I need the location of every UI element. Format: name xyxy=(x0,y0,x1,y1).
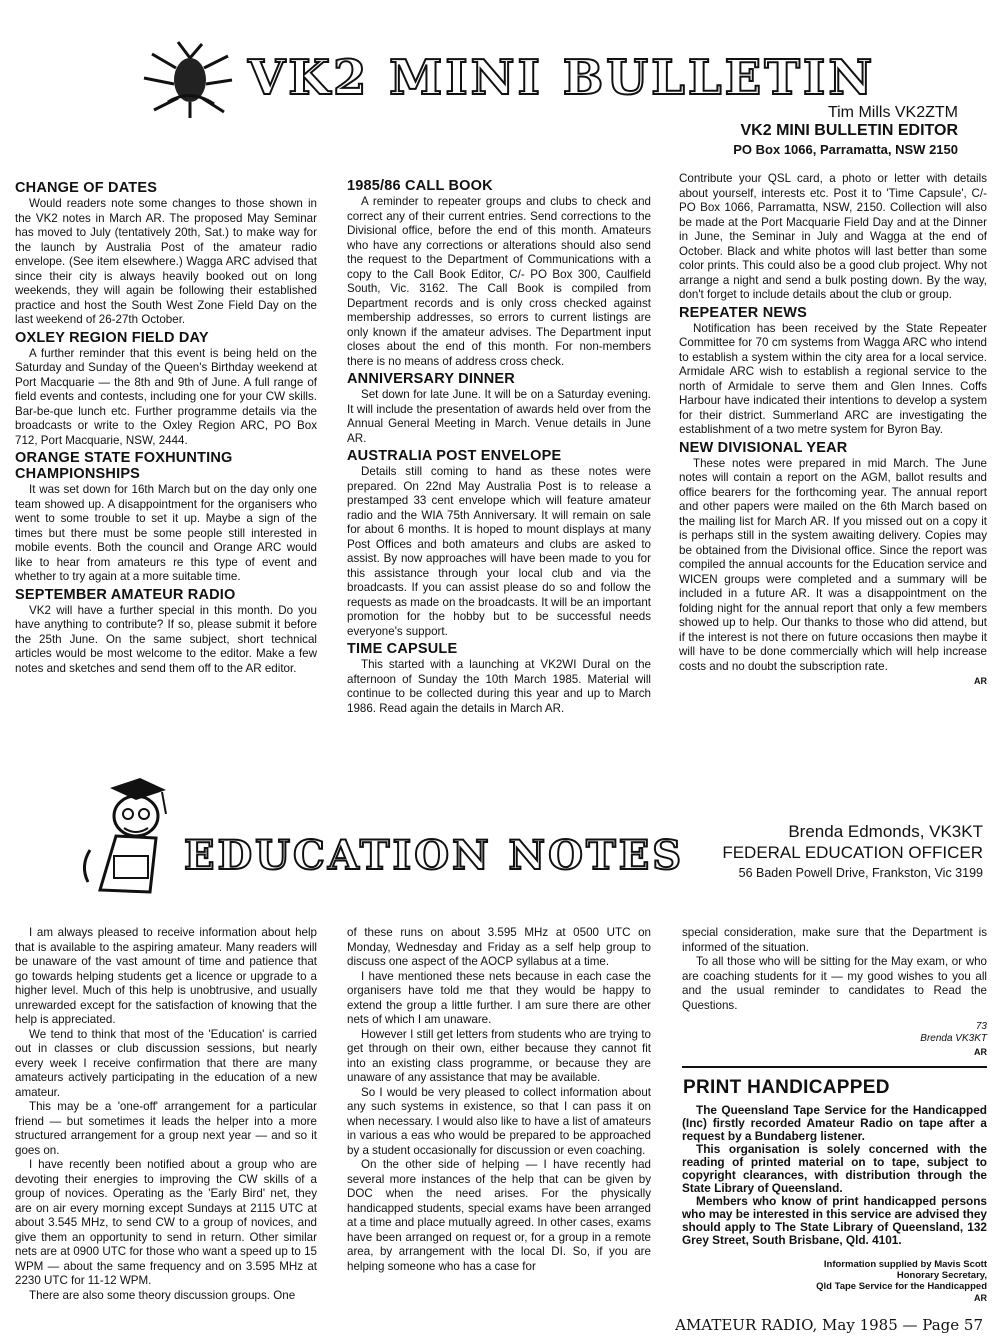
section-heading: CHANGE OF DATES xyxy=(15,180,158,196)
section-heading: AUSTRALIA POST ENVELOPE xyxy=(347,448,562,464)
paragraph: We tend to think that most of the 'Education' is carried out in classes or club discussion sessions, but nearly every week I receive confirmation that there are many amateurs actively participating in the education of a new amateur. xyxy=(15,1027,317,1099)
signoff-name: Brenda VK3KT xyxy=(920,1033,987,1044)
end-mark: AR xyxy=(974,1047,987,1057)
print-handicapped-body xyxy=(682,1104,987,1305)
section-heading: 1985/86 CALL BOOK xyxy=(347,178,493,194)
paragraph: This organisation is solely concerned with the reading of printed material on to tape, subject to copyright clearances, with distribution through the State Library of Queensland. xyxy=(682,1142,987,1195)
vk2-editor-role: VK2 MINI BULLETIN EDITOR xyxy=(740,122,958,139)
paragraph: To all those who will be sitting for the May exam, or who are coaching students for it — my good wishes to you all and the usual reminder to candidates to Read the Questions. xyxy=(682,955,987,1012)
paragraph: It was set down for 16th March but on the day only one team showed up. A disappointment for the organisers who went to some trouble to set it up. Maybe a sign of the times but there must be some people still interested in mobile events. Both the council and Orange ARC would like to hear from amateurs re this type of event and whether to try again at a more suitable time. xyxy=(15,483,317,583)
paragraph: Set down for late June. It will be on a Saturday evening. It will include the presentation of awards held over from the Annual General Meeting in March. Venue details in June AR. xyxy=(347,388,651,445)
paragraph: I have recently been notified about a group who are devoting their energies to improving the CW skills of a group of novices. Operating as the 'Early Bird' net, they are on air every morning except Sundays at 2115 UTC at about 3.545 MHz, to send CW to a group of novices, and give them an opportunity to send in return. Other similar nets are at 0900 UTC for those who want a speed up to 15 WPM — about the same frequency and on 3.595 MHz at 2230 UTC for 11-12 WPM. xyxy=(15,1158,317,1287)
education-banner-title: EDUCATION NOTES xyxy=(184,832,685,879)
paragraph: A reminder to repeater groups and clubs to check and correct any of their current entries. Send corrections to the Divisional office, before the end of this month. Amateurs who have any corrections or alterations should also send the request to the Department of Communications with a copy to the Call Book Editor, C/- PO Box 300, Caulfield South, Vic. 3162. The Call Book is compiled from Department records and is only cross checked against membership addresses, so errors to current listings are only known if the amateur advises. The Department input closes about the end of this month. For non-members there is no means of address cross check. xyxy=(347,195,651,368)
paragraph: Notification has been received by the State Repeater Committee for 70 cm systems from Wagga ARC who intend to establish a system within the city area for a local service. Armidale ARC wish to establish a regional service to the north of Armidale to serve them and Glen Innes. Coffs Harbour have indicated their intentions to develop a system for their district. Summerland ARC are investigating the establishment of a two metre system for Byron Bay. xyxy=(679,321,987,436)
paragraph: However I still get letters from students who are trying to get through on their own, either because they cannot fit into an existing class programme, or because they are unaware of any assistance that may be available. xyxy=(347,1027,651,1084)
page-footer: AMATEUR RADIO, May 1985 — Page 57 xyxy=(675,1316,983,1334)
paragraph: So I would be very pleased to collect information about any such systems in existence, so that I can pass it on when necessary. I would also like to have a list of amateurs in various a eas who would be prepared to be approached by a student occasionally for discussion or even coaching. xyxy=(347,1085,651,1157)
paragraph: I have mentioned these nets because in each case the organisers have told me that they would be happy to extend the group a little further. I am sure there are other nets of which I am unaware. xyxy=(347,969,651,1026)
print-handicapped-title: PRINT HANDICAPPED xyxy=(683,1077,890,1098)
edu-author: Brenda Edmonds, VK3KT xyxy=(788,822,983,841)
paragraph: This may be a 'one-off' arrangement for a particular friend — but sometimes it leads the helper into a more structured arrangement for a group next year — and so it goes on. xyxy=(15,1100,317,1157)
paragraph: A further reminder that this event is being held on the Saturday and Sunday of the Queen's Birthday weekend at Port Macquarie — the 8th and 9th of June. A full range of field events and contests, including one for your CW skills. Bar-be-que lunch etc. Further programme details via the broadcasts or write to the Oxley Region ARC, PO Box 712, Port Macquarie, NSW, 2444. xyxy=(15,346,317,447)
edu-role: FEDERAL EDUCATION OFFICER xyxy=(722,843,983,862)
paragraph: Details still coming to hand as these notes were prepared. On 22nd May Australia Post is to release a prestamped 33 cent envelope which will feature amateur radio and the WIA 75th Anniversary. It will remain on sale for about 6 months. It is hoped to mount displays at many Post Offices and both amateurs and clubs are asked to assist. By now approaches will have been made to you for this assistance through your local club and via the broadcasts. If you can assist please do so and follow the requests as made on the broadcasts. It will be an important promotion for the hobby but to be successful needs everyone's support. xyxy=(347,465,651,638)
paragraph: VK2 will have a further special in this month. Do you have anything to contribute? If so, please submit it before the 25th June. On the same subject, short technical articles would be most welcome to the editor. Make a few notes and sketches and send them off to the AR editor. xyxy=(15,603,317,675)
paragraph: special consideration, make sure that the Department is informed of the situation. xyxy=(682,926,987,954)
edu-address: 56 Baden Powell Drive, Frankston, Vic 3199 xyxy=(738,866,983,880)
paragraph: On the other side of helping — I have recently had several more instances of the help that can be given by DOC when the need arises. For the physically handicapped students, special exams have been arranged at a time and place mutually agreed. In other cases, exams have been arranged on request or, for a group in a remote area, by arrangement with the local DI. So, if you are helping someone who has a case for xyxy=(347,1158,651,1273)
edu-column-1 xyxy=(15,926,317,1303)
vk2-editor-name: Tim Mills VK2ZTM xyxy=(827,104,958,121)
end-mark: AR xyxy=(974,1293,987,1303)
section-divider xyxy=(682,1066,987,1068)
section-heading: NEW DIVISIONAL YEAR xyxy=(679,439,848,456)
paragraph: I am always pleased to receive information about help that is available to the aspiring amateur. Many readers will be unaware of the vast amount of time and patience that go towards helping students get a licence or upgrade to a higher level. Much of this help is unobtrusive, and usually unrewarded except for the satisfaction of knowing that the help is appreciated. xyxy=(15,926,317,1026)
section-heading: ORANGE STATE FOXHUNTING CHAMPIONSHIPS xyxy=(15,450,233,482)
vk2-banner-title: VK2 MINI BULLETIN xyxy=(248,50,876,106)
edu-column-3 xyxy=(682,926,987,1060)
vk2-column-3 xyxy=(679,172,987,689)
paragraph: Would readers note some changes to those shown in the VK2 notes in March AR. The proposed May Seminar has moved to July (tentatively 20th, Sat.) to make way for the launch by Australia Post of the amateur radio envelope. (See item elsewhere.) Wagga ARC advised that since their city is always heavily booked out on long weekends, they will again be following their established practice and host the South West Zone Field Day on the last weekend of 26-27th October. xyxy=(15,197,317,326)
paragraph: This started with a launching at VK2WI Dural on the afternoon of Sunday the 10th March 1985. Material will continue to be collected during this year and up to March 1986. Read again the details in March AR. xyxy=(347,658,651,715)
end-mark: AR xyxy=(974,676,987,686)
credit-line: Honorary Secretary, xyxy=(896,1270,987,1281)
paragraph: There are also some theory discussion groups. One xyxy=(29,1288,296,1302)
section-heading: REPEATER NEWS xyxy=(679,304,808,321)
vk2-column-2 xyxy=(347,176,651,716)
section-heading: ANNIVERSARY DINNER xyxy=(347,371,515,387)
vk2-column-1 xyxy=(15,178,317,676)
paragraph: Contribute your QSL card, a photo or letter with details about yourself, interests etc. Post it to 'Time Capsule', C/- PO Box 1066, Parramatta, NSW, 2150. Collection will also be made at the Port Macquarie Field Day and at the Dinner in June, the Seminar in July and Wagga at the end of October. Black and white photos will last better than some color prints. This could also be a good club project. Why not arrange a night and send a bulk posting down. By the way, don't forget to include details about the club or group. xyxy=(679,172,987,301)
section-heading: TIME CAPSULE xyxy=(347,641,458,657)
waratah-flower-icon xyxy=(138,40,238,120)
paragraph: These notes were prepared in mid March. The June notes will contain a report on the AGM, ballot results and office bearers for the forthcoming year. The annual report and other papers were mailed on the 6th March based on the mailing list for March AR. If you missed out on a copy it is perhaps still in the system awaiting delivery. Copies may be obtained from the Divisional office. Since the report was compiled the annual accounts for the Education service and WICEN groups were completed and a summary will be included in a future AR. It was a disappointment on the folding night for the annual report that only a few members showed up to help. Our thanks to those who did attend, but if the interest is not there on future occasions then maybe it will have to be done commercially which will help increase costs and no doubt the subscription rate. xyxy=(679,456,987,673)
vk2-editor-address: PO Box 1066, Parramatta, NSW 2150 xyxy=(733,142,958,157)
section-heading: OXLEY REGION FIELD DAY xyxy=(15,329,209,346)
paragraph: The Queensland Tape Service for the Handicapped (Inc) firstly recorded Amateur Radio on tape after a request by a Bundaberg listener. xyxy=(682,1103,987,1143)
cartoon-professor-icon xyxy=(70,770,180,900)
section-heading: SEPTEMBER AMATEUR RADIO xyxy=(15,586,236,603)
paragraph: Members who know of print handicapped persons who may be interested in this service are advised they should apply to The State Library of Queensland, 132 Grey Street, South Brisbane, Qld. 4101. xyxy=(682,1194,987,1247)
credit-line: Information supplied by Mavis Scott xyxy=(823,1259,987,1270)
credit-line: Qld Tape Service for the Handicapped xyxy=(816,1281,987,1292)
edu-column-2 xyxy=(347,926,651,1274)
signoff-number: 73 xyxy=(975,1021,987,1032)
paragraph: of these runs on about 3.595 MHz at 0500 UTC on Monday, Wednesday and Friday as a self help group to discuss one aspect of the AOCP syllabus at a time. xyxy=(347,926,651,968)
